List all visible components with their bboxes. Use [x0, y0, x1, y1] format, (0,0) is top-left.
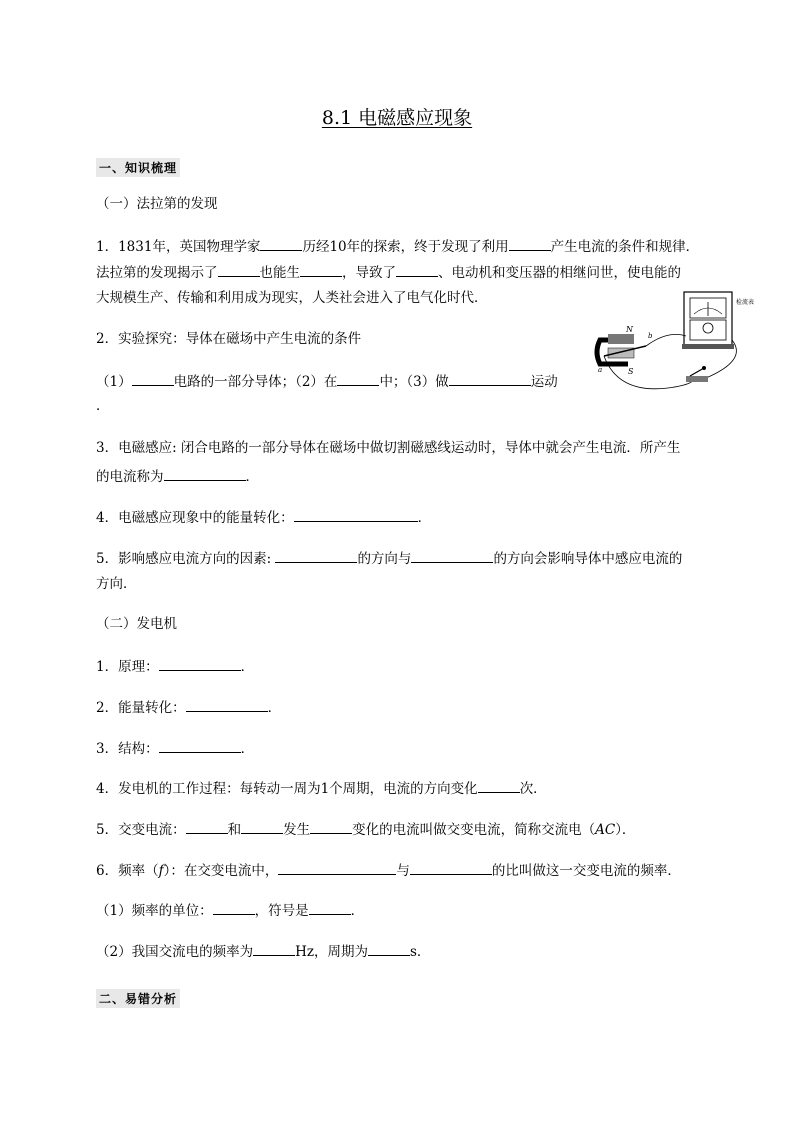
question-4: 4．电磁感应现象中的能量转化： ．: [96, 507, 431, 527]
answer-blank[interactable]: [368, 941, 410, 956]
answer-blank[interactable]: [159, 738, 241, 753]
generator-5: 5．交变电流： 和 发生 变化的电流叫做交变电流，简称交流电（AC）．: [96, 819, 635, 839]
answer-blank[interactable]: [294, 507, 418, 522]
answer-blank[interactable]: [213, 900, 255, 915]
answer-blank[interactable]: [478, 778, 520, 793]
answer-blank[interactable]: [132, 371, 174, 386]
question-2-period: ．: [96, 398, 110, 414]
answer-blank[interactable]: [449, 371, 531, 386]
question-1-line-1: 1．1831年，英国物理学家 历经10年的探索，终于发现了利用 产生电流的条件和规律．: [96, 236, 699, 256]
answer-blank[interactable]: [396, 262, 438, 277]
answer-blank[interactable]: [337, 371, 379, 386]
svg-text:N: N: [626, 325, 633, 334]
question-3-line-1: 3．电磁感应: 闭合电路的一部分导体在磁场中做切割磁感线运动时，导体中就会产生电流．所产生: [96, 440, 681, 456]
section-heading-knowledge: 一、知识梳理: [96, 158, 180, 177]
answer-blank[interactable]: [278, 860, 396, 875]
question-5-line-1: 5．影响感应电流方向的因素: 的方向与 的方向会影响导体中感应电流的: [96, 548, 682, 568]
question-1-line-3: 大规模生产、传输和利用成为现实，人类社会进入了电气化时代．: [96, 290, 488, 306]
svg-text:b: b: [648, 332, 653, 340]
answer-blank[interactable]: [186, 819, 228, 834]
answer-blank[interactable]: [260, 236, 302, 251]
section-heading-error-analysis: 二、易错分析: [96, 989, 180, 1008]
answer-blank[interactable]: [411, 548, 493, 563]
question-2-conditions: （1） 电路的一部分导体；（2）在 中；（3）做 运动: [96, 371, 558, 391]
galvanometer-circuit-diagram: [598, 290, 755, 398]
page-title: 8.1 电磁感应现象: [321, 107, 473, 129]
answer-blank[interactable]: [253, 941, 295, 956]
answer-blank[interactable]: [159, 656, 241, 671]
question-3-line-2: 的电流称为 ．: [96, 466, 259, 486]
answer-blank[interactable]: [310, 819, 352, 834]
answer-blank[interactable]: [164, 466, 246, 481]
svg-text:S: S: [628, 367, 634, 376]
answer-blank[interactable]: [509, 236, 551, 251]
generator-2: 2．能量转化： ．: [96, 697, 281, 717]
generator-6: 6．频率（f）：在交变电流中， 与 的比叫做这一交变电流的频率．: [96, 860, 681, 880]
subheading-faraday: （一）法拉第的发现: [96, 196, 218, 212]
experiment-figure: [598, 290, 755, 398]
answer-blank[interactable]: [186, 697, 268, 712]
question-5-line-2: 方向．: [96, 576, 137, 592]
answer-blank[interactable]: [218, 262, 260, 277]
answer-blank[interactable]: [410, 860, 492, 875]
answer-blank[interactable]: [275, 548, 357, 563]
svg-text:a: a: [598, 366, 603, 374]
question-1-line-2: 法拉第的发现揭示了 也能生 ，导致了 、电动机和变压器的相继问世，使电能的: [96, 262, 681, 282]
generator-6-2: （2）我国交流电的频率为 Hz，周期为 s．: [96, 941, 430, 961]
generator-1: 1．原理： ．: [96, 656, 254, 676]
subheading-generator: （二）发电机: [96, 616, 177, 632]
meter-label: 检流表: [736, 299, 755, 306]
question-2: 2．实验探究：导体在磁场中产生电流的条件: [96, 331, 362, 347]
answer-blank[interactable]: [300, 262, 342, 277]
generator-4: 4．发电机的工作过程：每转动一周为1个周期，电流的方向变化 次．: [96, 778, 547, 798]
generator-6-1: （1）频率的单位： ，符号是 ．: [96, 900, 364, 920]
answer-blank[interactable]: [241, 819, 283, 834]
answer-blank[interactable]: [309, 900, 351, 915]
generator-3: 3．结构： ．: [96, 738, 254, 758]
